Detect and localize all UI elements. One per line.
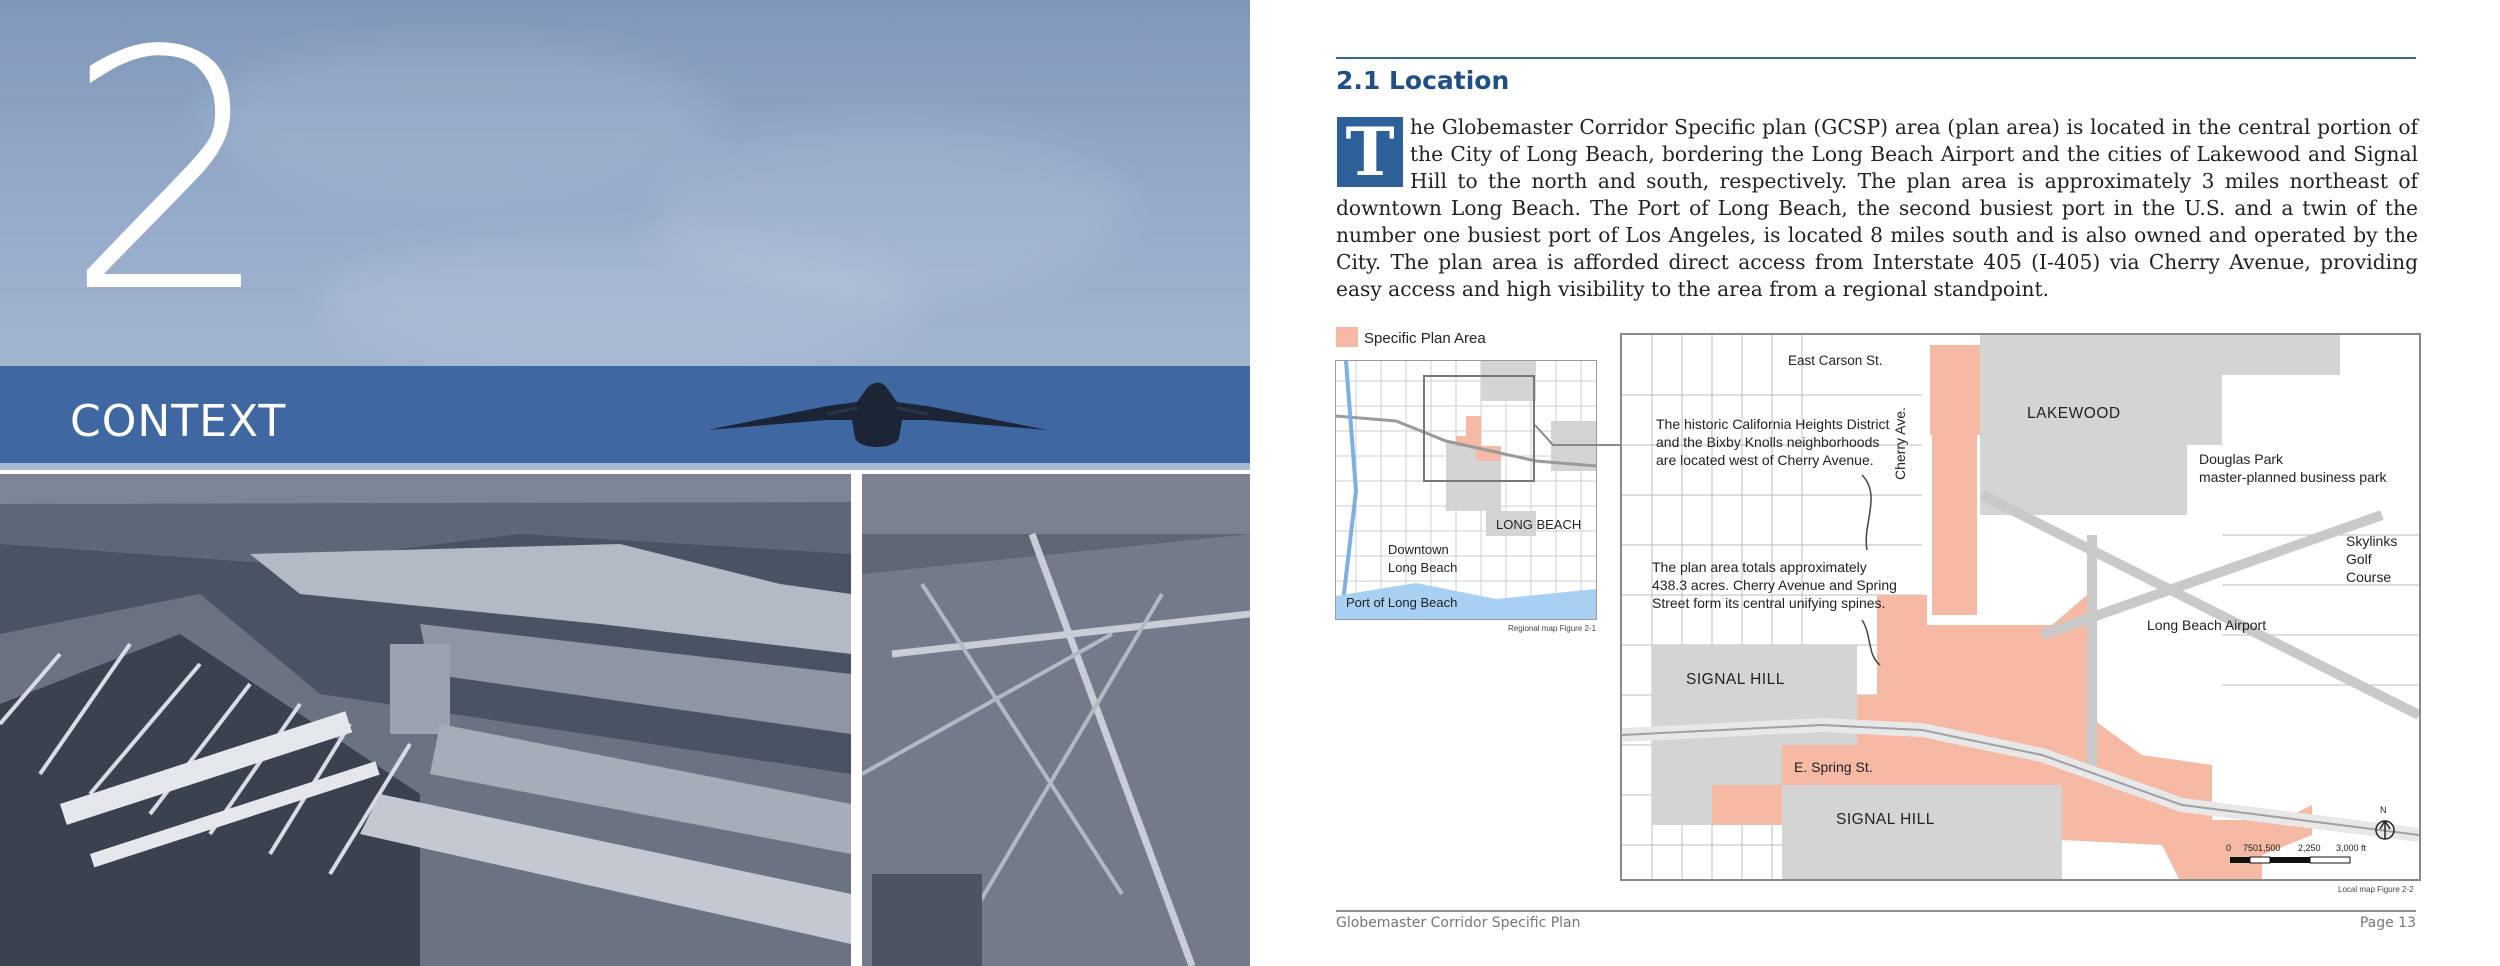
top-rule	[1336, 57, 2416, 59]
local-map	[1620, 333, 2421, 881]
map-label-signal-hill-2: SIGNAL HILL	[1836, 811, 1935, 828]
note-acreage-line: The plan area totals approximately	[1652, 559, 1867, 575]
note-historic-line: and the Bixby Knolls neighborhoods	[1656, 434, 1880, 450]
scale-label: 1,500	[2258, 843, 2281, 853]
port-photo	[0, 474, 851, 966]
map-label-cherry-ave: Cherry Ave.	[1892, 407, 1908, 480]
map-label-douglas-park-2: master-planned business park	[2199, 469, 2387, 485]
map-label-lakewood: LAKEWOOD	[2027, 405, 2121, 422]
scale-label: 0	[2226, 843, 2232, 853]
footer-rule	[1336, 910, 2416, 912]
local-map-caption: Local map Figure 2-2	[2338, 885, 2414, 894]
intro-text: he Globemaster Corridor Specific plan (GCSP) area (plan area) is located in the central portion of the City of Long Beach, bordering the Long Beach Airport and the cities of Lakewood and Signal Hill to the north and south, respectively. The plan area is approximately 3 miles northeast of downtown Long Beach. The Port of Long Beach, the second busiest port in the U.S. and a twin of the number one busiest port of Los Angeles, is located 8 miles south and is also owned and operated by the City. The plan area is afforded direct access from Interstate 405 (I-405) via Cherry Avenue, providing easy access and high visibility to the area from a regional standpoint.	[1336, 115, 2418, 301]
scale-label: 3,000 ft	[2336, 843, 2367, 853]
scale-label: 2,250	[2298, 843, 2321, 853]
map-connector	[1535, 420, 1625, 450]
chapter-title: CONTEXT	[70, 396, 287, 447]
airplane-icon	[707, 368, 1047, 458]
footer-title: Globemaster Corridor Specific Plan	[1336, 915, 1581, 931]
map-label-downtown: Downtown	[1388, 542, 1449, 557]
note-historic-line: The historic California Heights District	[1656, 416, 1890, 432]
map-label-skylinks: Skylinks	[2346, 533, 2398, 549]
map-label-airport: Long Beach Airport	[2147, 617, 2267, 633]
regional-map-graphic	[1336, 361, 1596, 619]
drop-cap: T	[1337, 117, 1403, 187]
chapter-number: 2	[64, 0, 270, 365]
map-label-long-beach: LONG BEACH	[1496, 517, 1582, 532]
note-acreage-line: 438.3 acres. Cherry Avenue and Spring	[1652, 577, 1897, 593]
map-label-douglas-park: Douglas Park	[2199, 451, 2284, 467]
map-label-signal-hill-1: SIGNAL HILL	[1686, 671, 1785, 688]
scale-label: 750	[2243, 843, 2259, 853]
map-label-skylinks-3: Course	[2346, 569, 2392, 585]
note-acreage-line: Street form its central unifying spines.	[1652, 595, 1886, 611]
map-label-east-carson: East Carson St.	[1788, 353, 1883, 368]
chapter-title-band	[0, 366, 1250, 463]
map-label-port: Port of Long Beach	[1346, 595, 1458, 610]
map-label-downtown-2: Long Beach	[1388, 560, 1458, 575]
page-number: Page 13	[2359, 915, 2416, 931]
regional-map	[1335, 360, 1597, 620]
airport-photo	[862, 474, 1250, 966]
legend-label: Specific Plan Area	[1364, 330, 1486, 347]
map-label-skylinks-2: Golf	[2346, 551, 2372, 567]
legend-swatch	[1336, 327, 1358, 347]
section-heading: 2.1 Location	[1336, 66, 1510, 95]
intro-paragraph	[1336, 114, 2418, 303]
north-label: N	[2380, 805, 2387, 815]
map-label-spring-st: E. Spring St.	[1794, 759, 1873, 775]
regional-map-caption: Regional map Figure 2-1	[1508, 624, 1597, 633]
note-historic-line: are located west of Cherry Avenue.	[1656, 452, 1874, 468]
